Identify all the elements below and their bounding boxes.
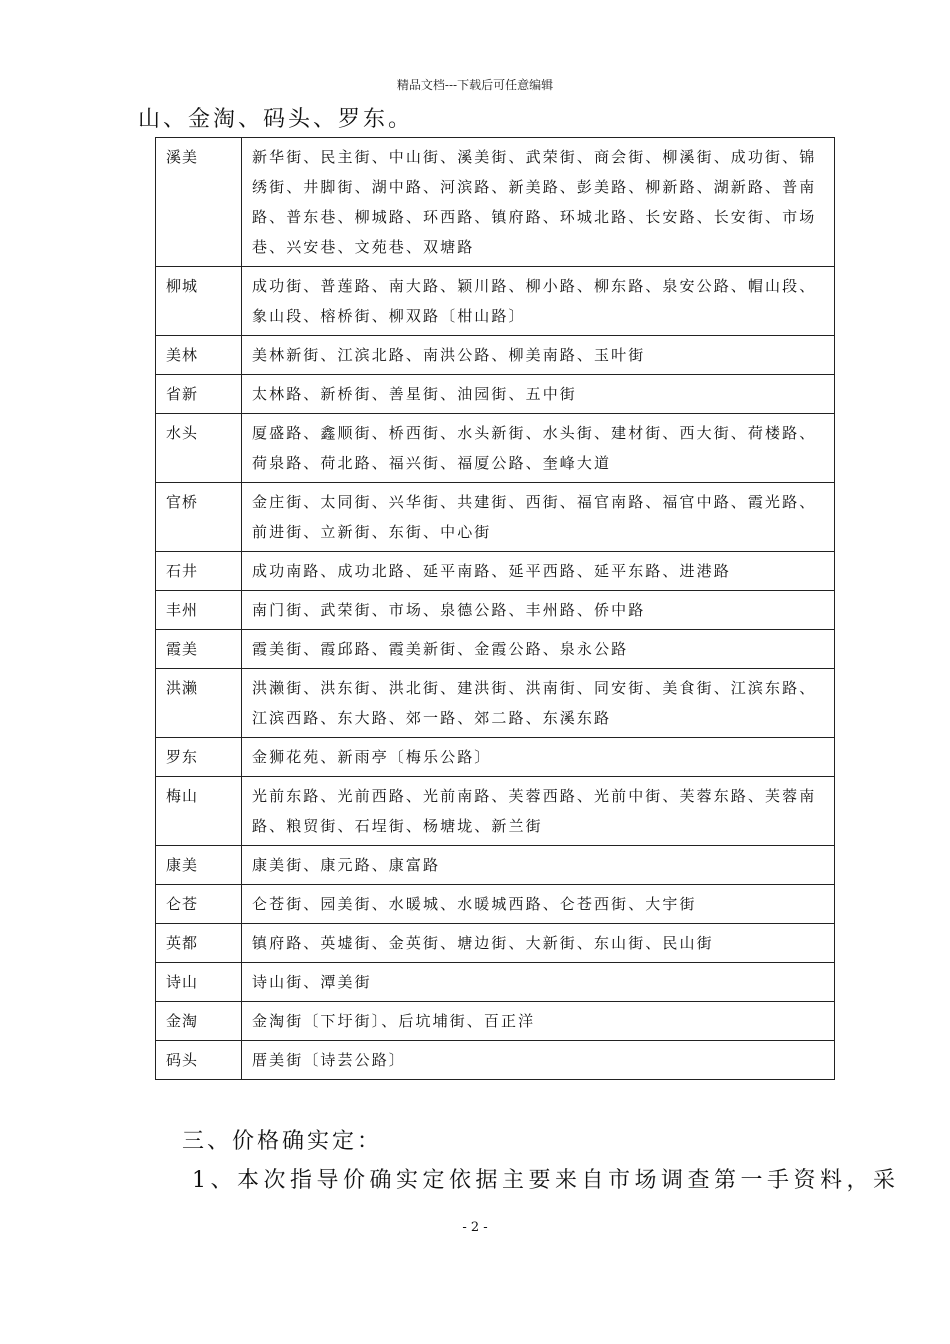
street-list: 仑苍街、园美街、水暖城、水暖城西路、仑苍西街、大宇街 xyxy=(242,885,835,924)
district-name: 丰州 xyxy=(156,591,242,630)
table-row xyxy=(156,630,835,669)
table-row xyxy=(156,267,835,336)
street-list: 镇府路、英墟街、金英街、塘边街、大新街、东山街、民山街 xyxy=(242,924,835,963)
street-list: 南门街、武荣街、市场、泉德公路、丰州路、侨中路 xyxy=(242,591,835,630)
district-name: 洪濑 xyxy=(156,669,242,738)
table-row xyxy=(156,669,835,738)
street-list: 康美街、康元路、康富路 xyxy=(242,846,835,885)
table-row xyxy=(156,552,835,591)
table-row xyxy=(156,138,835,267)
table-row xyxy=(156,963,835,1002)
table-row xyxy=(156,1002,835,1041)
table-row xyxy=(156,375,835,414)
page-header: 精品文档---下载后可任意编辑 xyxy=(396,78,554,92)
table-row xyxy=(156,336,835,375)
table-row xyxy=(156,1041,835,1080)
district-name: 石井 xyxy=(156,552,242,591)
district-name: 英都 xyxy=(156,924,242,963)
district-name: 金淘 xyxy=(156,1002,242,1041)
street-list: 诗山街、潭美街 xyxy=(242,963,835,1002)
street-list: 太林路、新桥街、善星街、油园街、五中街 xyxy=(242,375,835,414)
district-name: 仑苍 xyxy=(156,885,242,924)
district-name: 码头 xyxy=(156,1041,242,1080)
page-number: - 2 - xyxy=(462,1220,488,1235)
table-row xyxy=(156,414,835,483)
lead-text: 山、金淘、码头、罗东。 xyxy=(138,107,414,132)
street-list: 金庄街、太同街、兴华街、共建街、西街、福官南路、福官中路、霞光路、前进街、立新街、东街、中心街 xyxy=(242,483,835,552)
street-list: 金狮花苑、新雨亭〔梅乐公路〕 xyxy=(242,738,835,777)
district-streets-table xyxy=(155,137,835,1080)
street-list: 厝美街〔诗芸公路〕 xyxy=(242,1041,835,1080)
street-list: 洪濑街、洪东街、洪北街、建洪街、洪南街、同安街、美食街、江滨东路、江滨西路、东大路、郊一路、郊二路、东溪东路 xyxy=(242,669,835,738)
street-list: 成功南路、成功北路、延平南路、延平西路、延平东路、进港路 xyxy=(242,552,835,591)
table-row xyxy=(156,591,835,630)
section-title: 三、价格确实定： xyxy=(182,1129,383,1154)
district-name: 诗山 xyxy=(156,963,242,1002)
table-row xyxy=(156,777,835,846)
district-name: 美林 xyxy=(156,336,242,375)
district-name: 柳城 xyxy=(156,267,242,336)
street-list: 成功街、普莲路、南大路、颖川路、柳小路、柳东路、泉安公路、帽山段、象山段、榕桥街、柳双路〔柑山路〕 xyxy=(242,267,835,336)
table-body xyxy=(156,138,835,1080)
district-name: 水头 xyxy=(156,414,242,483)
table-row xyxy=(156,738,835,777)
street-list: 新华街、民主街、中山街、溪美街、武荣街、商会街、柳溪街、成功街、锦绣街、井脚街、湖中路、河滨路、新美路、彭美路、柳新路、湖新路、普南路、普东巷、柳城路、环西路、镇府路、环城北路、长安路、长安街、市场巷、兴安巷、文苑巷、双塘路 xyxy=(242,138,835,267)
district-name: 康美 xyxy=(156,846,242,885)
table-row xyxy=(156,483,835,552)
paragraph-text: 1、本次指导价确实定依据主要来自市场调查第一手资料，采 xyxy=(192,1168,900,1193)
street-list: 美林新街、江滨北路、南洪公路、柳美南路、玉叶街 xyxy=(242,336,835,375)
table-row xyxy=(156,924,835,963)
district-name: 罗东 xyxy=(156,738,242,777)
district-name: 溪美 xyxy=(156,138,242,267)
street-list: 霞美街、霞邱路、霞美新街、金霞公路、泉永公路 xyxy=(242,630,835,669)
street-list: 厦盛路、鑫顺街、桥西街、水头新街、水头街、建材街、西大街、荷楼路、荷泉路、荷北路、福兴街、福厦公路、奎峰大道 xyxy=(242,414,835,483)
district-name: 梅山 xyxy=(156,777,242,846)
district-name: 官桥 xyxy=(156,483,242,552)
table-row xyxy=(156,885,835,924)
district-name: 省新 xyxy=(156,375,242,414)
district-name: 霞美 xyxy=(156,630,242,669)
street-list: 光前东路、光前西路、光前南路、芙蓉西路、光前中街、芙蓉东路、芙蓉南路、粮贸街、石埕街、杨塘垅、新兰街 xyxy=(242,777,835,846)
table-row xyxy=(156,846,835,885)
street-list: 金淘街〔下圩街〕、后坑埔街、百正洋 xyxy=(242,1002,835,1041)
